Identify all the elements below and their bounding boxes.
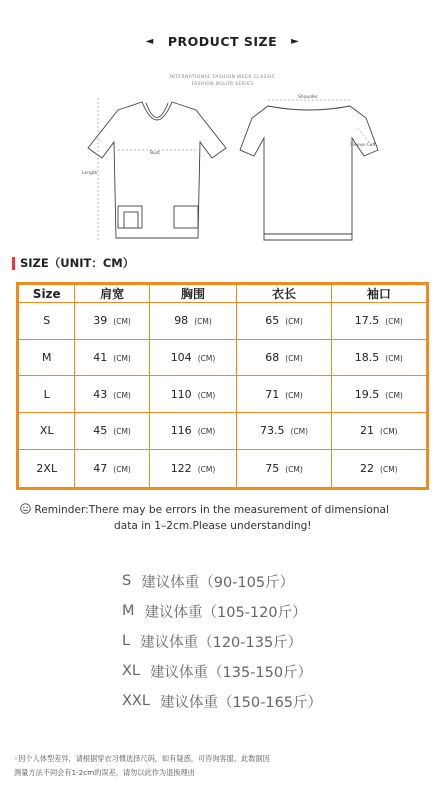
smiley-icon bbox=[20, 503, 31, 514]
table-row bbox=[18, 413, 428, 450]
value-cell bbox=[149, 303, 237, 340]
value-text: 122 bbox=[170, 461, 192, 475]
value-cell bbox=[331, 303, 427, 340]
value-cell bbox=[149, 413, 237, 450]
value-text: 21 bbox=[360, 424, 375, 438]
value-text: 104 bbox=[170, 351, 192, 364]
back-measurement-guides bbox=[268, 100, 372, 146]
value-cell bbox=[331, 339, 427, 376]
list-item bbox=[122, 626, 322, 656]
weight-recommendations bbox=[122, 566, 322, 716]
weight-text: 建议体重（120-135斤） bbox=[140, 634, 303, 651]
value-text: 116 bbox=[170, 424, 192, 438]
figure-caption-line2: FASHION BOLOR SERIES bbox=[191, 82, 254, 87]
footnote-line2: 测量方法不同会有1-2cm的误差，请勿以此作为退换理由 bbox=[14, 768, 195, 777]
size-cell: M bbox=[18, 339, 75, 376]
value-text: 65 bbox=[265, 314, 280, 328]
unit-text: (CM) bbox=[197, 464, 216, 474]
footnote bbox=[14, 752, 434, 780]
table-row bbox=[18, 303, 428, 340]
list-item bbox=[122, 566, 322, 596]
size-section-label: SIZE（UNIT：CM） bbox=[20, 256, 135, 270]
value-text: 22 bbox=[360, 461, 375, 475]
sleeve-cuff-label: Sleeve Cuff bbox=[350, 143, 376, 148]
weight-size: L bbox=[122, 633, 131, 649]
list-item bbox=[122, 596, 322, 626]
page-title: PRODUCT SIZE bbox=[167, 34, 278, 49]
table-row bbox=[18, 449, 428, 488]
weight-size: XXL bbox=[122, 693, 150, 709]
length-label: Length bbox=[82, 171, 98, 176]
value-cell bbox=[237, 449, 331, 488]
garment-diagram bbox=[78, 88, 428, 258]
unit-text: (CM) bbox=[380, 427, 398, 437]
value-text: 68 bbox=[265, 351, 280, 364]
weight-text: 建议体重（105-120斤） bbox=[144, 604, 307, 621]
value-text: 41 bbox=[93, 351, 108, 364]
size-cell: 2XL bbox=[18, 449, 75, 488]
unit-text: (CM) bbox=[285, 464, 303, 474]
unit-text: (CM) bbox=[197, 427, 216, 437]
back-view-shirt bbox=[240, 106, 378, 240]
accent-bar bbox=[12, 257, 15, 270]
unit-text: (CM) bbox=[113, 354, 131, 363]
value-text: 43 bbox=[93, 387, 108, 401]
unit-text: (CM) bbox=[113, 390, 131, 400]
footnote-line1: ◦因个人体型差异，请根据穿衣习惯选择尺码，如有疑惑，可咨询客服，此数据因 bbox=[14, 754, 270, 763]
measurement-guides bbox=[98, 98, 198, 240]
value-cell bbox=[237, 413, 331, 450]
table-row bbox=[18, 376, 428, 413]
unit-text: (CM) bbox=[385, 317, 403, 327]
value-cell bbox=[237, 376, 331, 413]
value-cell bbox=[75, 339, 149, 376]
unit-text: (CM) bbox=[385, 354, 403, 363]
reminder-line1: Reminder:There may be errors in the measurement of dimensional bbox=[34, 504, 389, 516]
weight-size: S bbox=[122, 573, 132, 589]
unit-text: (CM) bbox=[380, 464, 398, 474]
value-cell bbox=[149, 376, 237, 413]
figure-caption-line1: INTERNATIONAL FASHION WEEK CLASSIC bbox=[169, 75, 276, 80]
unit-text: (CM) bbox=[197, 354, 216, 363]
size-cell: S bbox=[18, 303, 75, 340]
table-row bbox=[18, 339, 428, 376]
unit-text: (CM) bbox=[113, 427, 131, 437]
list-item bbox=[122, 656, 322, 686]
value-cell bbox=[237, 339, 331, 376]
value-text: 39 bbox=[93, 314, 108, 328]
value-text: 18.5 bbox=[354, 351, 380, 364]
header-size: Size bbox=[18, 284, 75, 303]
value-text: 98 bbox=[174, 314, 189, 328]
weight-text: 建议体重（90-105斤） bbox=[141, 574, 295, 591]
right-arrow-icon: ► bbox=[291, 36, 300, 47]
front-view-shirt bbox=[88, 102, 226, 238]
size-table bbox=[16, 282, 429, 490]
unit-text: (CM) bbox=[290, 427, 309, 437]
header-cuff: 袖口 bbox=[331, 284, 427, 303]
header-length: 衣长 bbox=[237, 284, 331, 303]
unit-text: (CM) bbox=[197, 390, 216, 400]
value-cell bbox=[75, 413, 149, 450]
value-cell bbox=[149, 449, 237, 488]
size-cell: XL bbox=[18, 413, 75, 450]
value-cell bbox=[149, 339, 237, 376]
size-cell: L bbox=[18, 376, 75, 413]
value-cell bbox=[75, 449, 149, 488]
value-cell bbox=[331, 413, 427, 450]
reminder-line2: data in 1–2cm.Please understanding! bbox=[114, 520, 312, 532]
header-shoulder: 肩宽 bbox=[75, 284, 149, 303]
value-text: 71 bbox=[265, 387, 280, 401]
value-text: 73.5 bbox=[259, 424, 285, 438]
value-text: 75 bbox=[265, 461, 280, 475]
weight-text: 建议体重（135-150斤） bbox=[150, 664, 313, 681]
bust-label: Bust bbox=[150, 151, 161, 156]
unit-text: (CM) bbox=[285, 317, 303, 327]
value-cell bbox=[331, 376, 427, 413]
unit-text: (CM) bbox=[194, 317, 212, 327]
weight-size: XL bbox=[122, 663, 141, 679]
list-item bbox=[122, 686, 322, 716]
header-bust: 胸围 bbox=[149, 284, 237, 303]
table-header-row bbox=[18, 284, 428, 303]
unit-text: (CM) bbox=[285, 354, 303, 363]
weight-text: 建议体重（150-165斤） bbox=[159, 694, 323, 711]
figure-caption bbox=[0, 74, 445, 88]
value-text: 110 bbox=[170, 387, 192, 401]
reminder-note bbox=[20, 502, 430, 534]
value-cell bbox=[75, 303, 149, 340]
value-cell bbox=[237, 303, 331, 340]
unit-text: (CM) bbox=[285, 390, 303, 400]
value-cell bbox=[331, 449, 427, 488]
value-text: 19.5 bbox=[354, 387, 380, 401]
value-text: 17.5 bbox=[354, 314, 380, 328]
size-section-title bbox=[12, 255, 134, 271]
unit-text: (CM) bbox=[113, 464, 131, 474]
unit-text: (CM) bbox=[385, 390, 403, 400]
value-text: 47 bbox=[93, 461, 108, 475]
page-header bbox=[0, 34, 445, 49]
value-text: 45 bbox=[93, 424, 108, 438]
unit-text: (CM) bbox=[113, 317, 131, 327]
value-cell bbox=[75, 376, 149, 413]
left-arrow-icon: ◄ bbox=[145, 36, 154, 47]
shoulder-label: Shoulder bbox=[298, 95, 319, 100]
weight-size: M bbox=[122, 603, 135, 619]
